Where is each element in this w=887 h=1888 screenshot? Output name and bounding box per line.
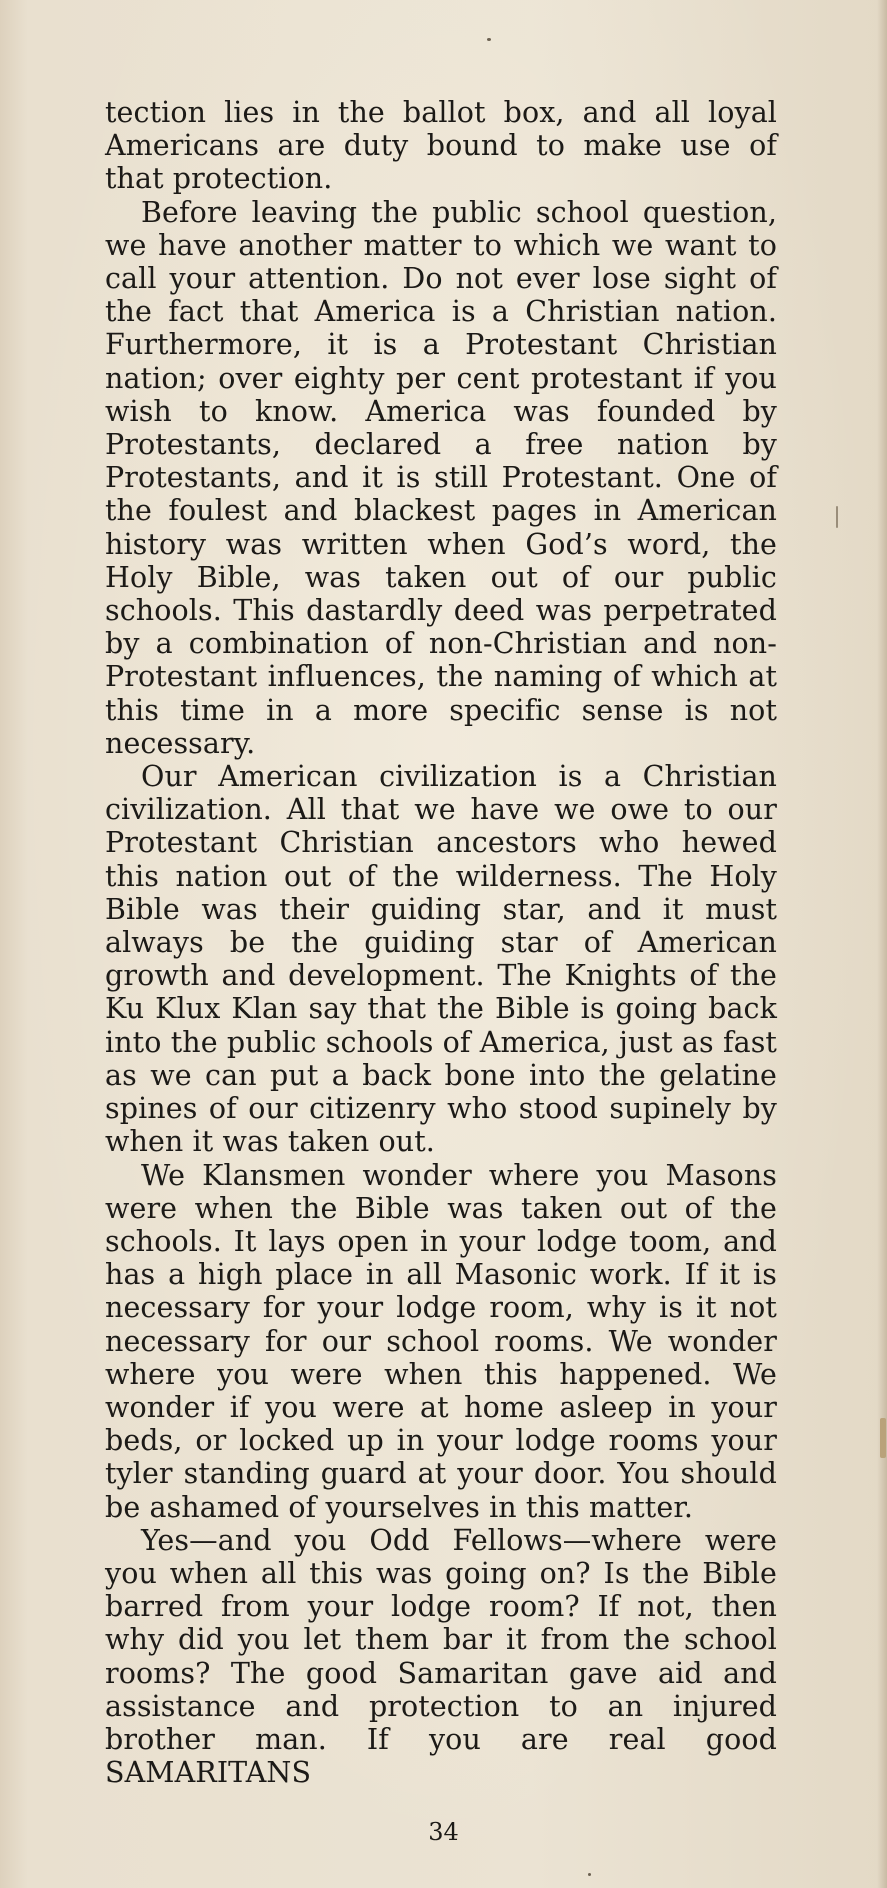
paragraph-3: Our American civilization is a Christian civilization. All that we have we owe to our Protestant Christian ancestors who hewed this nation out of the wilderness. The Holy Bible was their guiding star, and it must always be the guiding star of American growth and development. The Knights of the Ku Klux Klan say that the Bible is going back into the public schools of America, just as fast as we can put a back bone into the gelatine spines of our citizenry who stood supinely by when it was taken out. [105,760,777,1159]
paragraph-4: We Klansmen wonder where you Masons were when the Bible was taken out of the schools. It lays open in your lodge toom, and has a high place in all Masonic work. If it is necessary for your lodge room, why is it not necessary for our school rooms. We wonder where you were when this happened. We wonder if you were at home asleep in your beds, or locked up in your lodge rooms your tyler standing guard at your door. You should be ashamed of yourselves in this matter. [105,1158,777,1524]
paper-speck [836,506,838,528]
paper-speck [880,1418,886,1458]
paragraph-2: Before leaving the public school question, we have another matter to which we want to call your attention. Do not ever lose sight of the fact that America is a Christian nation. Furthermore, it is a Protestant Christian nation; over eighty per cent protestant if you wish to know. America was founded by Protestants, declared a free nation by Protestants, and it is still Protestant. One of the foulest and blackest pages in American history was written when God’s word, the Holy Bible, was taken out of our public schools. This dastardly deed was perpetrated by a combination of non-Christian and non-Protestant influences, the naming of which at this time in a more specific sense is not necessary. [105,195,777,760]
paper-speck [487,38,491,41]
paper-speck [588,1873,591,1876]
paragraph-1: tection lies in the ballot box, and all loyal Americans are duty bound to make use of that protection. [105,96,777,196]
paragraph-5: Yes—and you Odd Fellows—where were you when all this was going on? Is the Bible barred from your lodge room? If not, then why did you let them bar it from the school rooms? The good Samaritan gave aid and assistance and protection to an injured brother man. If you are real good SAMARITANS [105,1523,777,1790]
page-edge-shadow [877,0,887,1888]
body-text [105,96,777,1789]
page-number: 34 [428,1818,459,1846]
